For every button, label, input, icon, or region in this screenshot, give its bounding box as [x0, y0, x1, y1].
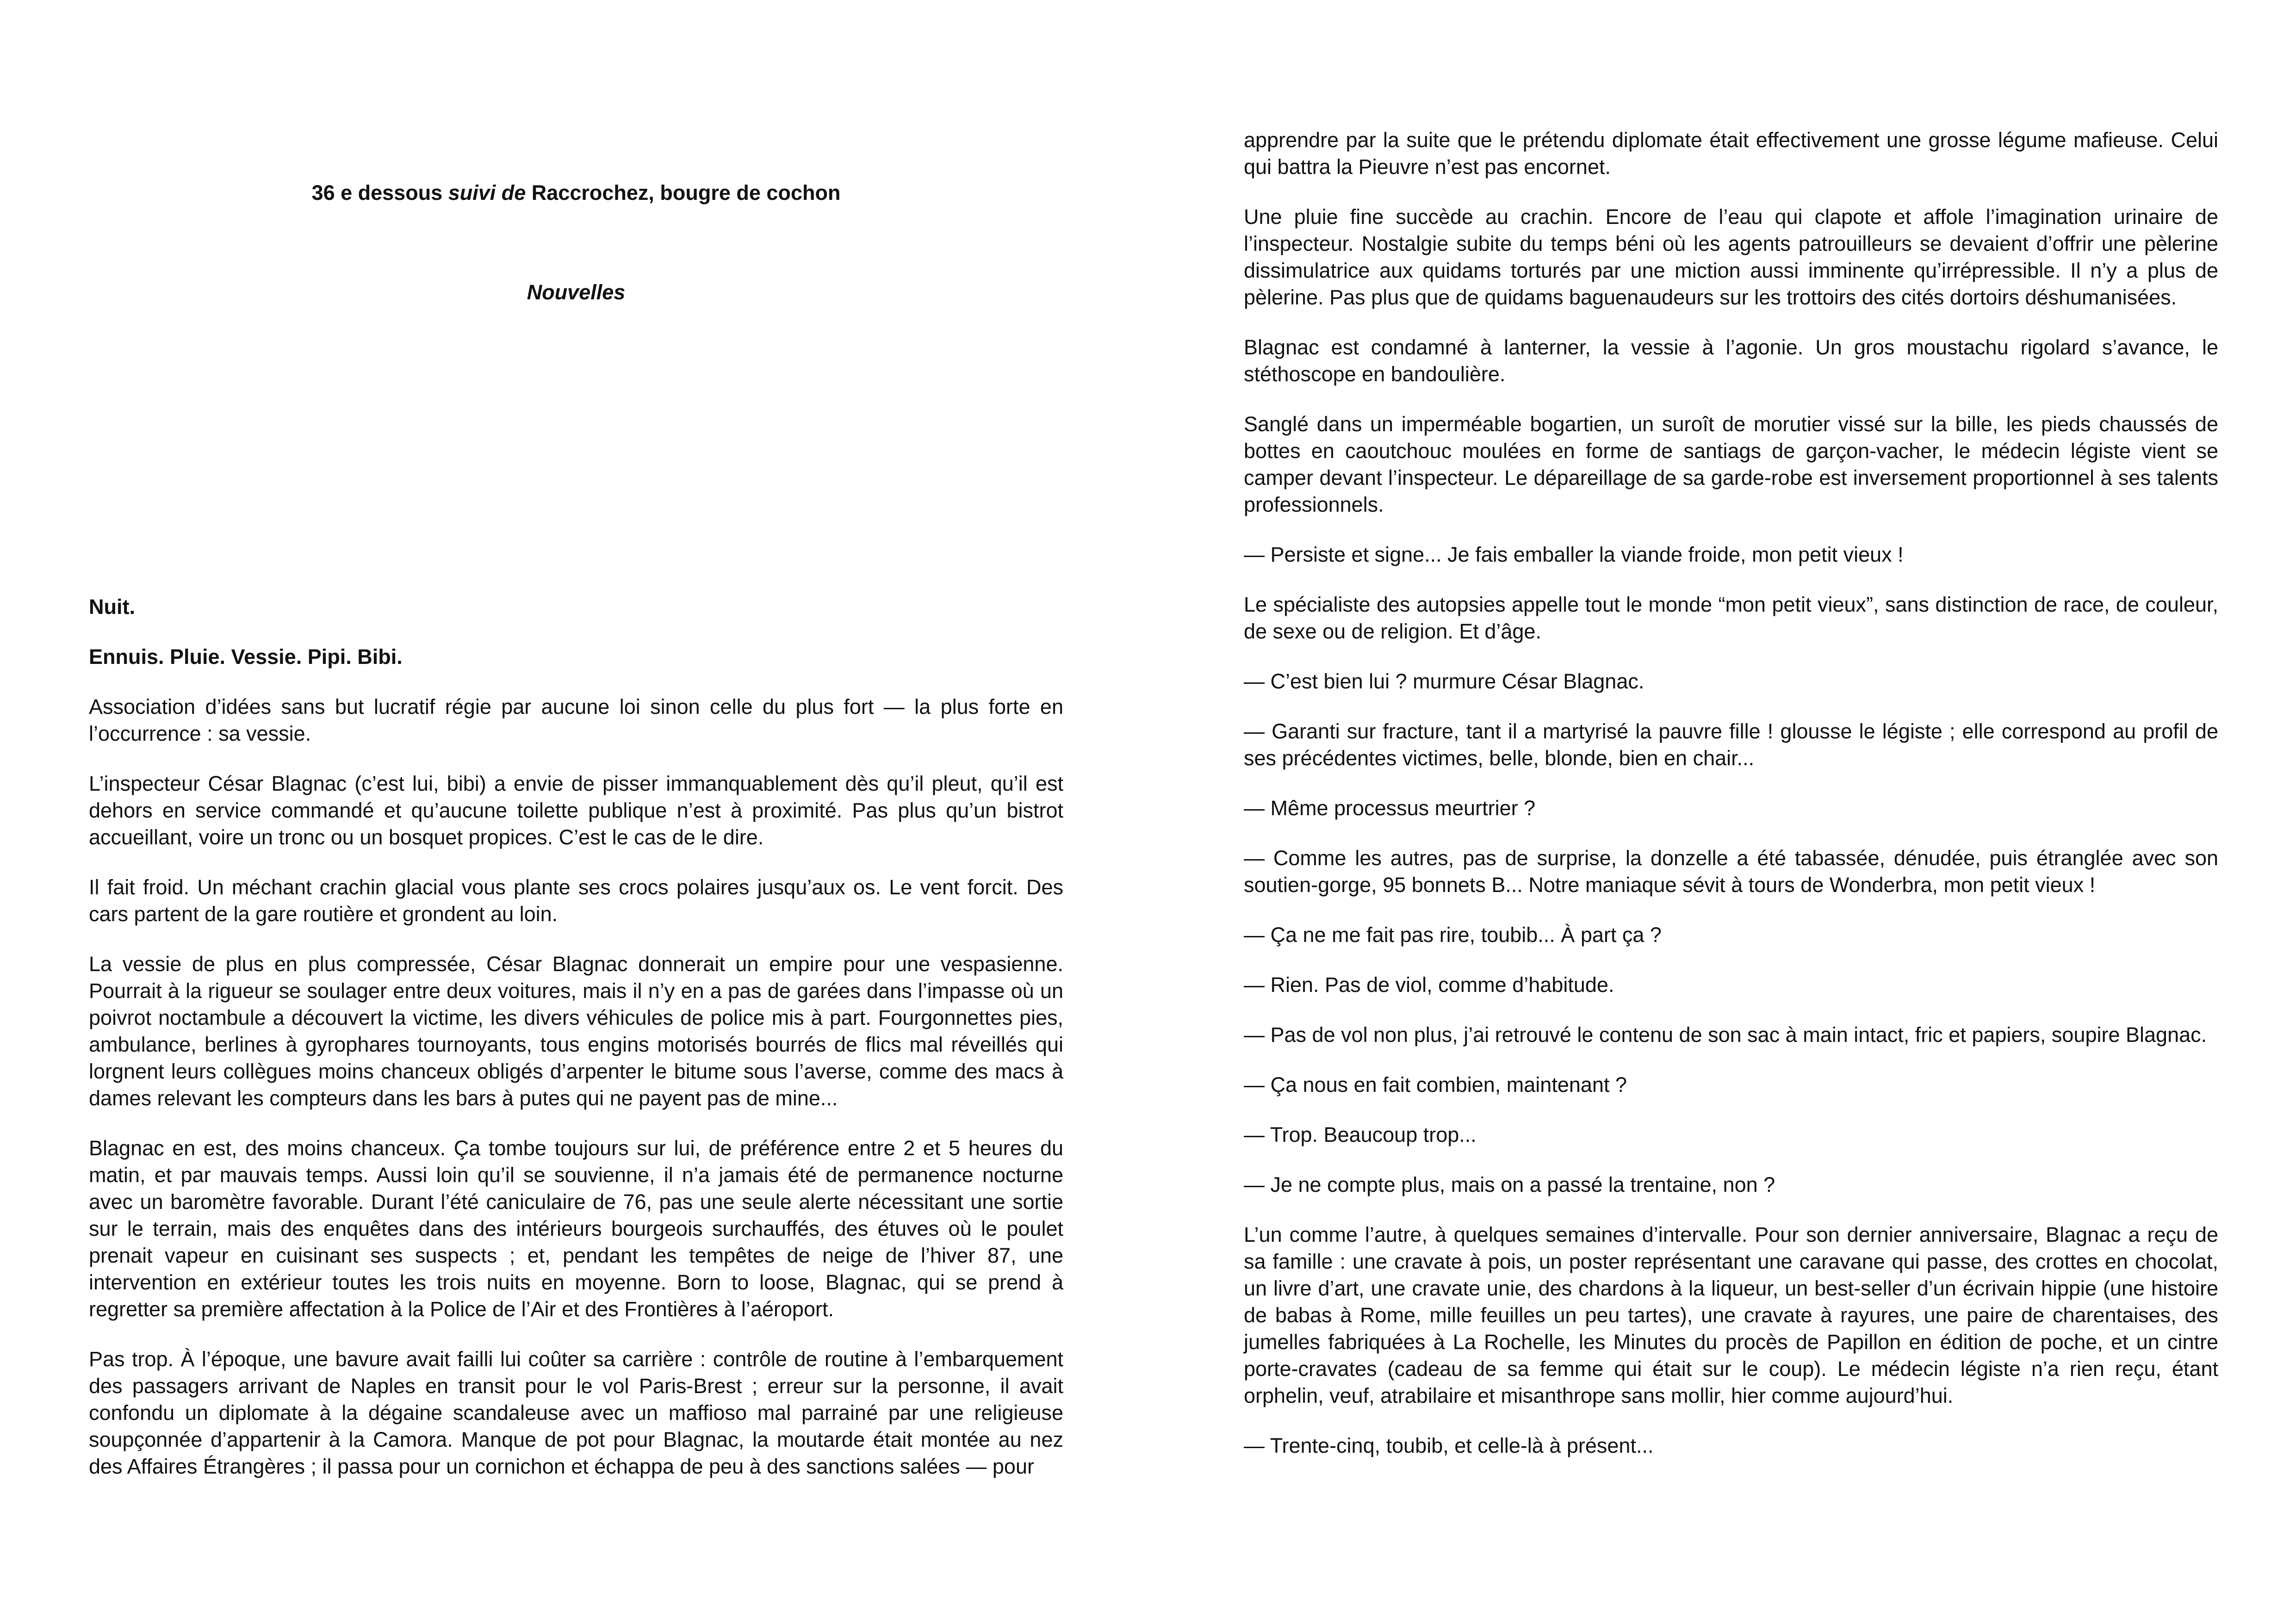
paragraph: — Garanti sur fracture, tant il a martyrisé la pauvre fille ! glousse le légiste ; elle correspond au profil de ses précédentes victimes, belle, blonde, bien en chair...	[1244, 719, 2218, 770]
paragraph: Association d’idées sans but lucratif régie par aucune loi sinon celle du plus fort — la plus forte en l’occurrence : sa vessie.	[89, 695, 1063, 745]
right-text-column	[1244, 127, 2218, 1482]
dialogue-line: — Même processus meurtrier ?	[1244, 796, 1536, 820]
paragraph: Blagnac est condamné à lanterner, la vessie à l’agonie. Un gros moustachu rigolard s’avance, le stéthoscope en bandoulière.	[1244, 335, 2218, 386]
paragraph: Le spécialiste des autopsies appelle tout le monde “mon petit vieux”, sans distinction de race, de couleur, de sexe ou de religion. Et d’âge.	[1244, 593, 2218, 643]
book-title	[89, 180, 1063, 206]
dialogue-line: — C’est bien lui ? murmure César Blagnac.	[1244, 669, 1644, 693]
dialogue-line: — Persiste et signe... Je fais emballer la viande froide, mon petit vieux !	[1244, 543, 1904, 566]
paragraph: — Pas de vol non plus, j’ai retrouvé le contenu de son sac à main intact, fric et papiers, soupire Blagnac.	[1244, 1023, 2207, 1047]
dialogue-line: — Ça ne me fait pas rire, toubib... À part ça ?	[1244, 923, 1662, 947]
paragraph: L’un comme l’autre, à quelques semaines d’intervalle. Pour son dernier anniversaire, Blagnac a reçu de sa famille : une cravate à pois, un poster représentant une caravane qui passe, des crottes en chocolat, un livre d’art, une cravate unie, des chardons à la liqueur, un best-seller d’un écrivain hippie (une histoire de babas à Rome, mille feuilles un peu tartes), une cravate à rayures, une paire de charentaises, des jumelles fabriquées à La Rochelle, les Minutes du procès de Papillon en édition de poche, et un cintre porte-cravates (cadeau de sa femme qui était sur le coup). Le médecin légiste n’a rien reçu, étant orphelin, veuf, atrabilaire et misanthrope sans mollir, hier comme aujourd’hui.	[1244, 1223, 2218, 1407]
left-text-column	[89, 594, 1063, 1503]
title-part-1: 36 e dessous	[311, 181, 448, 204]
paragraph: — Comme les autres, pas de surprise, la donzelle a été tabassée, dénudée, puis étranglée avec son soutien-gorge, 95 bonnets B... Notre maniaque sévit à tours de Wonderbra, mon petit vieux !	[1244, 846, 2218, 897]
paragraph: Pas trop. À l’époque, une bavure avait failli lui coûter sa carrière : contrôle de routine à l’embarquement des passagers arrivant de Naples en transit pour le vol Paris-Brest ; erreur sur la personne, il avait confondu un diplomate à la dégaine scandaleuse avec un maffioso mal parrainé par une religieuse soupçonnée d’appartenir à la Camora. Manque de pot pour Blagnac, la moutarde était montée au nez des Affaires Étrangères ; il passa pour un cornichon et échappa de peu à des sanctions salées — pour	[89, 1347, 1063, 1478]
paragraph: La vessie de plus en plus compressée, César Blagnac donnerait un empire pour une vespasienne. Pourrait à la rigueur se soulager entre deux voitures, mais il n’y en a pas de garées dans l’impasse où un poivrot noctambule a découvert la victime, les divers véhicules de police mis à part. Fourgonnettes pies, ambulance, berlines à gyrophares tournoyants, tous engins motorisés bourrés de flics mal réveillés qui lorgnent leurs collègues moins chanceux obligés d’arpenter le bitume sous l’averse, comme des macs à dames relevant les compteurs dans les bars à putes qui ne payent pas de mine...	[89, 952, 1063, 1110]
title-part-2: Raccrochez, bougre de cochon	[526, 181, 841, 204]
chapter-subheading: Ennuis. Pluie. Vessie. Pipi. Bibi.	[89, 645, 403, 669]
paragraph: Il fait froid. Un méchant crachin glacial vous plante ses crocs polaires jusqu’aux os. Le vent forcit. Des cars partent de la gare routière et grondent au loin.	[89, 875, 1063, 926]
chapter-heading: Nuit.	[89, 595, 135, 619]
dialogue-line: — Je ne compte plus, mais on a passé la trentaine, non ?	[1244, 1173, 1775, 1196]
paragraph: L’inspecteur César Blagnac (c’est lui, bibi) a envie de pisser immanquablement dès qu’il pleut, qu’il est dehors en service commandé et qu’aucune toilette publique n’est à proximité. Pas plus qu’un bistrot accueillant, voire un tronc ou un bosquet propices. C’est le cas de le dire.	[89, 772, 1063, 849]
paragraph: Sanglé dans un imperméable bogartien, un suroît de morutier vissé sur la bille, les pieds chaussés de bottes en caoutchouc moulées en forme de santiags de garçon-vacher, le médecin légiste vient se camper devant l’inspecteur. Le dépareillage de sa garde-robe est inversement proportionnel à ses talents professionnels.	[1244, 412, 2218, 516]
paragraph: apprendre par la suite que le prétendu diplomate était effectivement une grosse légume mafieuse. Celui qui battra la Pieuvre n’est pas encornet.	[1244, 128, 2218, 179]
right-page	[1148, 0, 2296, 1623]
paragraph: Blagnac en est, des moins chanceux. Ça tombe toujours sur lui, de préférence entre 2 et 5 heures du matin, et par mauvais temps. Aussi loin qu’il se souvienne, il n’a jamais été de permanence nocturne avec un baromètre favorable. Durant l’été caniculaire de 76, pas une seule alerte nécessitant une sortie sur le terrain, mais des enquêtes dans des intérieurs bourgeois surchauffés, des étuves où le poulet prenait vapeur en cuisinant ses suspects ; et, pendant les tempêtes de neige de l’hiver 87, une intervention en extérieur toutes les trois nuits en moyenne. Born to loose, Blagnac, qui se prend à regretter sa première affectation à la Police de l’Air et des Frontières à l’aéroport.	[89, 1136, 1063, 1321]
paragraph: Une pluie fine succède au crachin. Encore de l’eau qui clapote et affole l’imagination urinaire de l’inspecteur. Nostalgie subite du temps béni où les agents patrouilleurs se devaient d’offrir une pèlerine dissimulatrice aux quidams torturés par une miction aussi imminente qu’irrépressible. Il n’y a plus de pèlerine. Pas plus que de quidams baguenaudeurs sur les trottoirs des cités dortoirs déshumanisées.	[1244, 205, 2218, 309]
title-connector: suivi de	[448, 181, 526, 204]
dialogue-line: — Rien. Pas de viol, comme d’habitude.	[1244, 973, 1614, 997]
dialogue-line: — Trente-cinq, toubib, et celle-là à présent...	[1244, 1434, 1654, 1457]
dialogue-line: — Trop. Beaucoup trop...	[1244, 1123, 1477, 1146]
book-subtitle: Nouvelles	[527, 280, 626, 304]
dialogue-line: — Ça nous en fait combien, maintenant ?	[1244, 1073, 1627, 1096]
